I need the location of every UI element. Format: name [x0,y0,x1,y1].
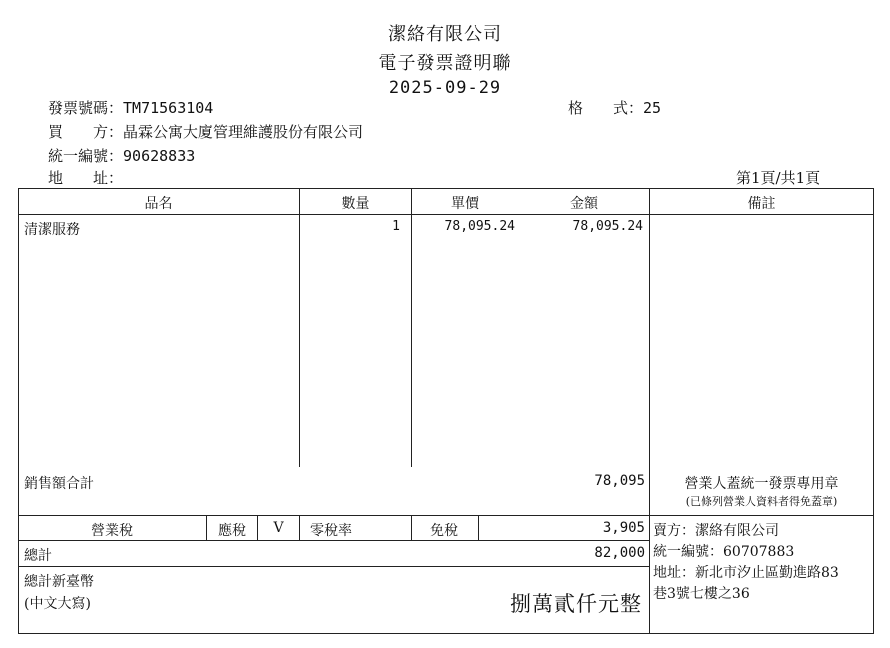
invoice-number-row [48,97,213,118]
seller-address-line1: 地址：新北市汐止區勤進路83 [653,565,839,581]
invoice-number: TM71563104 [123,99,214,117]
buyer-address-row [48,167,123,188]
table-bottom-border [18,633,874,634]
tax-row-top [18,515,874,516]
buyer-address-label: 地 址： [48,169,124,187]
invoice-number-label: 發票號碼： [48,99,124,117]
stamp-note: 營業人蓋統一發票專用章 [684,476,839,492]
subtotal-label: 銷售額合計 [24,476,94,492]
company-title: 潔絡有限公司 [388,24,502,45]
chinese-amount: 捌萬貳仟元整 [510,592,642,616]
col-divider-remark [649,188,650,634]
row-amount: 78,095.24 [572,219,643,234]
taxable-mark: V [273,520,284,536]
row-unit-price: 78,095.24 [444,219,515,234]
buyer-tax-id-label: 統一編號： [48,147,124,165]
total-label: 總計 [24,548,52,564]
invoice-date: 2025-09-29 [388,78,502,98]
format-row [568,97,661,118]
tax-sep-5 [478,515,479,540]
header-qty: 數量 [341,196,370,212]
header-amount: 金額 [570,196,598,212]
tax-sep-3 [299,515,300,540]
seller-name: 賣方：潔絡有限公司 [653,523,779,539]
business-tax-label: 營業稅 [91,523,133,539]
header-unit-price: 單價 [451,196,479,212]
table-left-border [18,188,19,634]
format-label: 格 式： [568,99,644,117]
buyer-tax-id: 90628833 [123,147,196,165]
table-right-border [873,188,874,634]
buyer-label: 買 方： [48,123,124,141]
total-value: 82,000 [594,545,645,561]
format-value: 25 [643,99,662,117]
buyer-tax-id-row [48,145,195,166]
header-remark: 備註 [747,196,776,212]
tax-sep-4 [411,515,412,540]
chinese-row-top [18,566,649,567]
seller-address-line2: 巷3號七樓之36 [653,586,750,602]
total-row-top [18,540,649,541]
ntd-total-label: 總計新臺幣 [24,574,94,590]
table-top-border [18,188,874,189]
seller-tax-id: 統一編號：60707883 [653,544,795,560]
row-item: 清潔服務 [24,222,80,238]
header-item: 品名 [144,196,173,212]
row-qty: 1 [392,219,400,234]
zero-rate-label: 零稅率 [310,523,352,539]
buyer-name: 晶霖公寓大廈管理維護股份有限公司 [123,123,364,141]
stamp-note-sub: (已條列營業人資料者得免蓋章) [685,495,838,508]
chinese-caps-label: (中文大寫) [24,596,91,612]
page-info: 第1頁/共1頁 [736,169,821,187]
header-divider [18,214,874,215]
tax-amount: 3,905 [602,520,645,536]
taxable-label: 應稅 [218,523,246,539]
buyer-row [48,121,363,142]
tax-exempt-label: 免稅 [430,523,458,539]
subtotal-value: 78,095 [594,473,645,489]
document-title: 電子發票證明聯 [378,53,512,74]
